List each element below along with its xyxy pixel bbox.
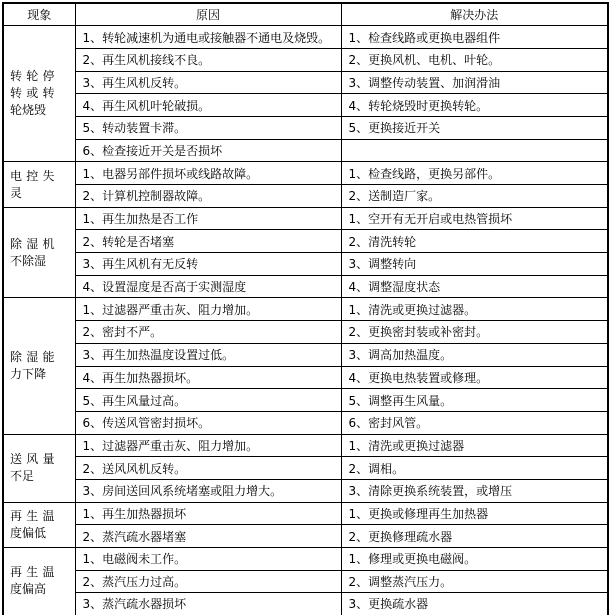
cause-cell: 2、转轮是否堵塞 [75,230,341,253]
table-row [3,162,608,185]
solution-cell: 1、更换或修理再生加热器 [341,502,608,525]
table-row [3,185,608,208]
solution-cell: 3、调高加热温度。 [341,343,608,366]
table-row [3,548,608,571]
cause-cell: 4、再生加热器损坏。 [75,366,341,389]
cause-cell: 6、检查接近开关是否损坏 [75,139,341,162]
cause-cell: 2、蒸汽压力过高。 [75,570,341,593]
cause-cell: 5、转动装置卡滞。 [75,116,341,139]
solution-cell: 1、修理或更换电磁阀。 [341,548,608,571]
solution-cell: 6、密封风管。 [341,411,608,434]
solution-cell: 2、更换修理疏水器 [341,525,608,548]
solution-cell: 1、清洗或更换过滤器。 [341,298,608,321]
cause-cell: 1、过滤器严重击灰、阻力增加。 [75,434,341,457]
header-row [3,3,608,26]
header-phenomenon: 现象 [3,3,75,26]
table-row [3,593,608,615]
cause-cell: 5、再生风量过高。 [75,389,341,412]
phenomenon-cell: 再生温度偏低 [3,502,75,547]
solution-cell: 3、更换疏水器 [341,593,608,615]
solution-cell [341,139,608,162]
solution-cell: 5、更换接近开关 [341,116,608,139]
cause-cell: 1、再生加热是否工作 [75,207,341,230]
cause-cell: 3、蒸汽疏水器损坏 [75,593,341,615]
solution-cell: 3、清除更换系统装置，或增压 [341,479,608,502]
solution-cell: 2、调整蒸汽压力。 [341,570,608,593]
table-row [3,139,608,162]
cause-cell: 3、房间送回风系统堵塞或阻力增大。 [75,479,341,502]
table-row [3,389,608,412]
cause-cell: 2、蒸汽疏水器堵塞 [75,525,341,548]
cause-cell: 6、传送风管密封损坏。 [75,411,341,434]
cause-cell: 2、密封不严。 [75,321,341,344]
table-row [3,434,608,457]
cause-cell: 2、计算机控制器故障。 [75,185,341,208]
table-row [3,298,608,321]
cause-cell: 3、再生加热温度设置过低。 [75,343,341,366]
solution-cell: 1、空开有无开启或电热管损坏 [341,207,608,230]
phenomenon-cell: 送风量不足 [3,434,75,502]
phenomenon-cell: 转轮停转或转轮烧毁 [3,26,75,162]
solution-cell: 5、调整再生风量。 [341,389,608,412]
table-row [3,71,608,94]
table-row [3,457,608,480]
table-row [3,321,608,344]
table-row [3,48,608,71]
solution-cell: 4、更换电热装置或修理。 [341,366,608,389]
cause-cell: 1、过滤器严重击灰、阻力增加。 [75,298,341,321]
solution-cell: 1、清洗或更换过滤器 [341,434,608,457]
cause-cell: 1、转轮减速机为通电或接触器不通电及烧毁。 [75,26,341,49]
cause-cell: 1、电磁阀未工作。 [75,548,341,571]
solution-cell: 4、转轮烧毁时更换转轮。 [341,94,608,117]
solution-cell: 4、调整湿度状态 [341,275,608,298]
phenomenon-cell: 除湿机不除湿 [3,207,75,298]
cause-cell: 3、再生风机有无反转 [75,253,341,276]
table-row [3,366,608,389]
table-row [3,94,608,117]
phenomenon-cell: 除湿能力下降 [3,298,75,434]
header-cause: 原因 [75,3,341,26]
table-row [3,26,608,49]
table-row [3,411,608,434]
table-row [3,275,608,298]
solution-cell: 2、更换密封装或补密封。 [341,321,608,344]
header-solution: 解决办法 [341,3,608,26]
solution-cell: 2、清洗转轮 [341,230,608,253]
table-row [3,525,608,548]
cause-cell: 1、电器另部件损坏或线路故障。 [75,162,341,185]
table-row [3,343,608,366]
phenomenon-cell: 电控失灵 [3,162,75,207]
table-body [3,26,608,615]
cause-cell: 4、设置湿度是否高于实测湿度 [75,275,341,298]
phenomenon-cell: 再生温度偏高 [3,548,75,615]
cause-cell: 4、再生风机叶轮破损。 [75,94,341,117]
table-row [3,570,608,593]
cause-cell: 1、再生加热器损坏 [75,502,341,525]
cause-cell: 2、再生风机接线不良。 [75,48,341,71]
table-row [3,207,608,230]
solution-cell: 2、送制造厂家。 [341,185,608,208]
solution-cell: 2、更换风机、电机、叶轮。 [341,48,608,71]
solution-cell: 1、检查线路或更换电器组件 [341,26,608,49]
troubleshooting-table [2,2,609,615]
solution-cell: 2、调相。 [341,457,608,480]
table-row [3,253,608,276]
solution-cell: 1、检查线路，更换另部件。 [341,162,608,185]
cause-cell: 2、送风风机反转。 [75,457,341,480]
cause-cell: 3、再生风机反转。 [75,71,341,94]
table-row [3,116,608,139]
table-row [3,479,608,502]
solution-cell: 3、调整传动装置、加润滑油 [341,71,608,94]
solution-cell: 3、调整转向 [341,253,608,276]
table-row [3,230,608,253]
table-row [3,502,608,525]
